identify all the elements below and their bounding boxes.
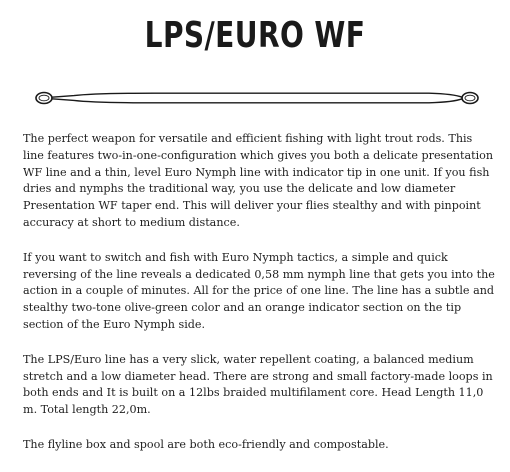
- paragraph-euro-nymph: If you want to switch and fish with Euro Nymph tactics, a simple and quick reversing of the line reveals a dedicated 0,58 mm nymph line that gets you into the action in a couple of minutes. All for the price of one line. The line has a subtle and stealthy two-tone olive-green color and an orange indicator section on the tip section of the Euro Nymph side.: [23, 250, 495, 331]
- flyline-taper-diagram: [34, 85, 480, 111]
- description-text: [23, 131, 495, 472]
- left-loop: [36, 93, 52, 104]
- paragraph-construction: The LPS/Euro line has a very slick, water repellent coating, a balanced medium stretch and a low diameter head. There are strong and small factory-made loops in both ends and It is built on a 12lbs braided multifilament core. Head Length 11,0 m. Total length 22,0m.: [23, 352, 493, 417]
- right-loop: [462, 93, 478, 104]
- paragraph-intro: The perfect weapon for versatile and efficient fishing with light trout rods. This line features two-in-one-configuration which gives you both a delicate presentation WF line and a thin, level Euro Nymph line with indicator tip in one unit. If you fish dries and nymphs the traditional way, you use the delicate and low diameter Presentation WF taper end. This will deliver your flies stealthy and with pinpoint accuracy at short to medium distance.: [23, 132, 494, 229]
- paragraph-eco: The flyline box and spool are both eco-friendly and compostable.: [23, 437, 389, 451]
- taper-body: [52, 93, 462, 103]
- page-title: LPS/EURO WF: [144, 15, 366, 56]
- right-loop-inner: [465, 95, 475, 101]
- left-loop-inner: [39, 95, 49, 101]
